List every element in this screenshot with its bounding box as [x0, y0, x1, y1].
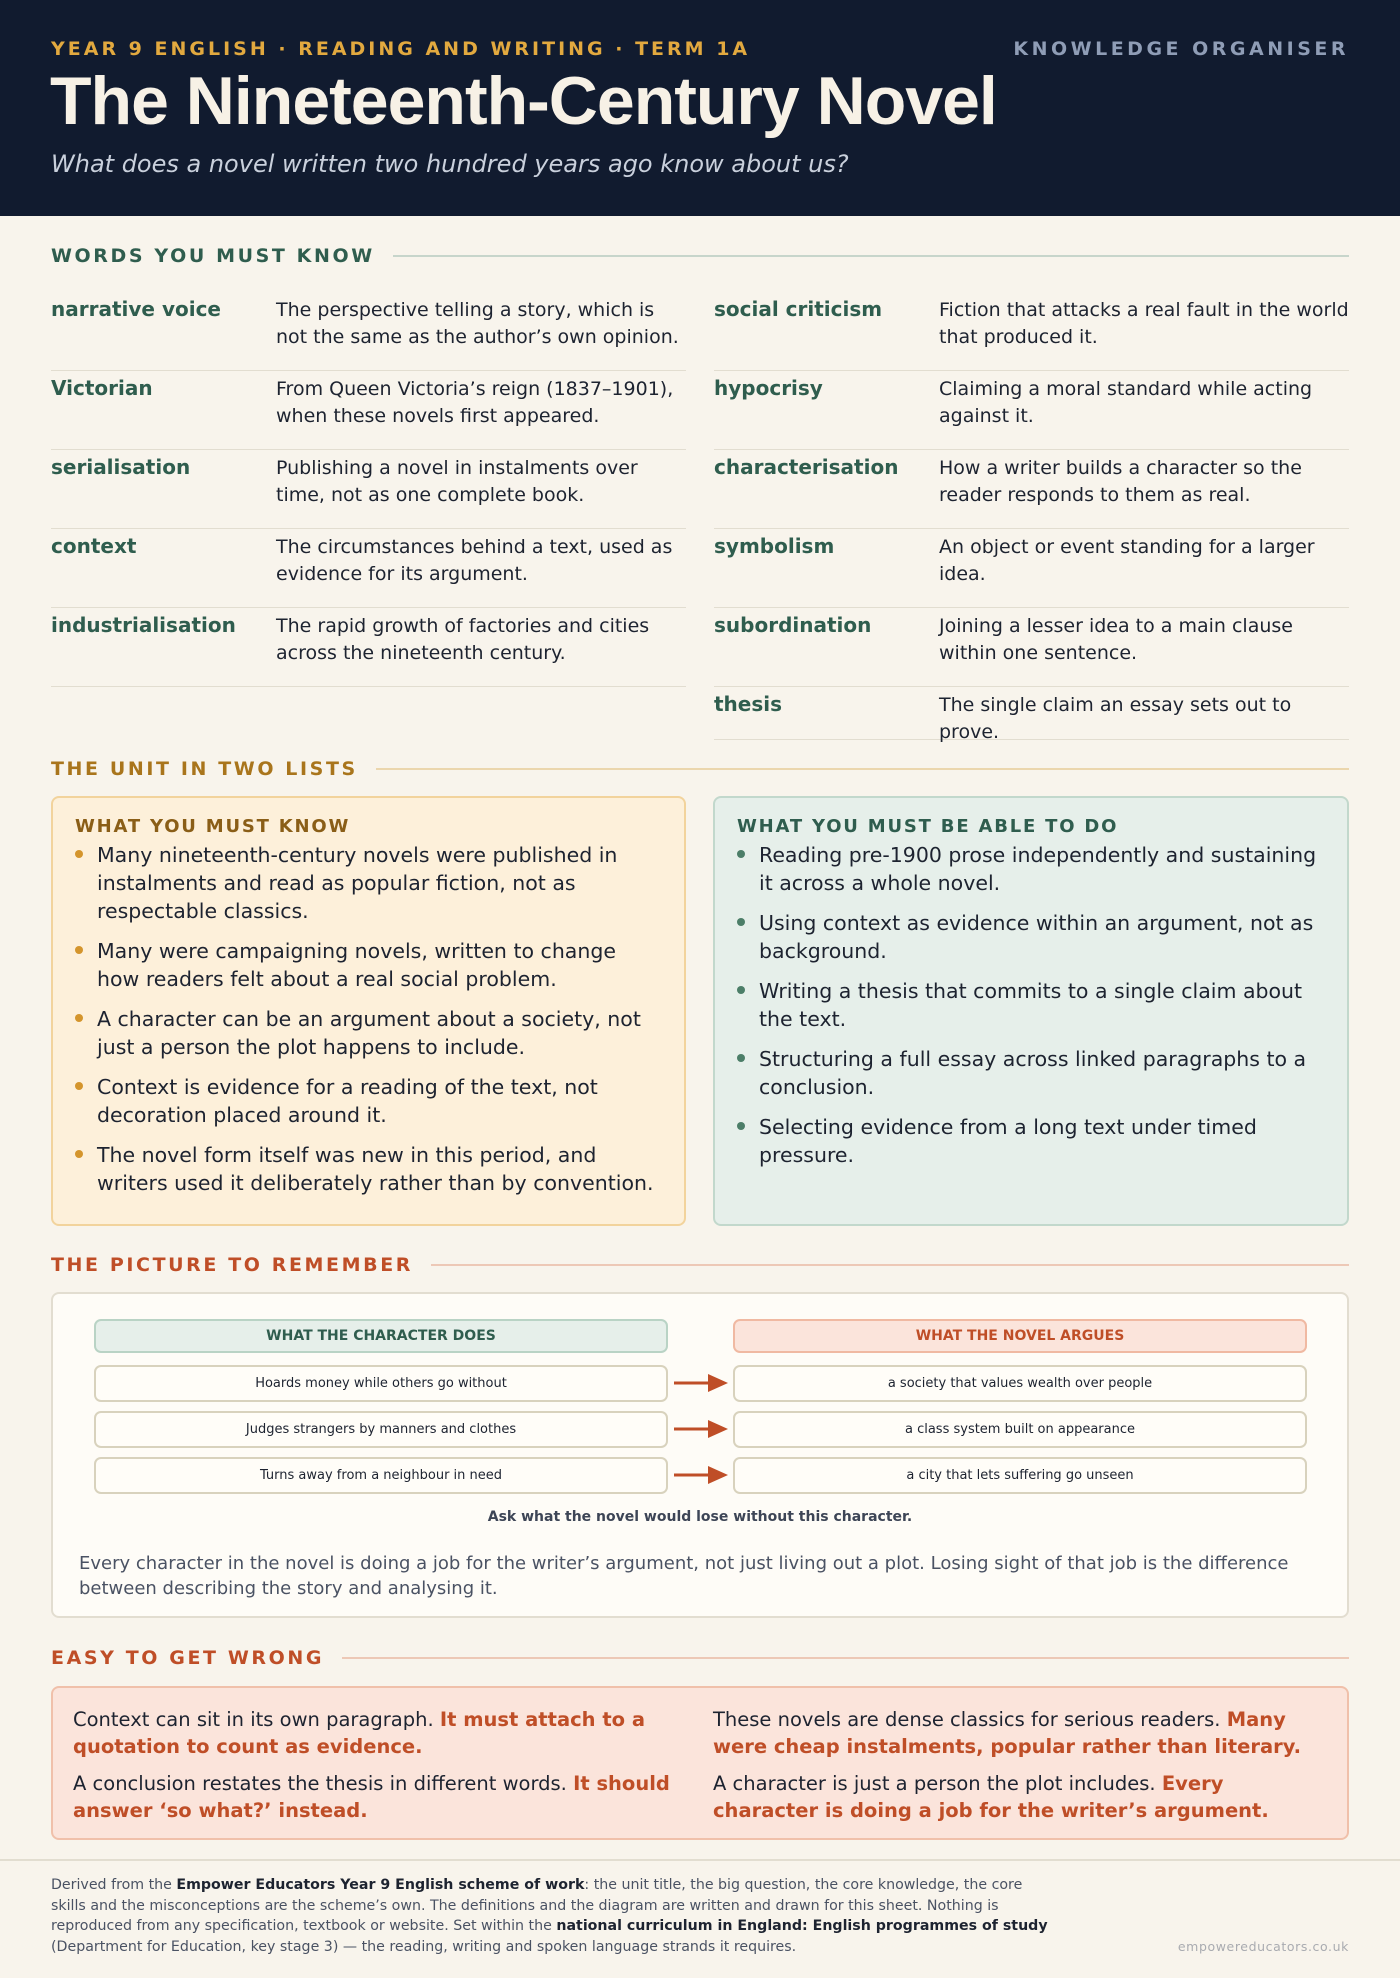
- glossary-definition: Fiction that attacks a real fault in the world that produced it.: [939, 299, 1349, 348]
- glossary-definition: How a writer builds a character so the reader responds to them as real.: [939, 457, 1302, 506]
- footer-divider: [0, 1859, 1400, 1861]
- glossary-term: subordination: [714, 613, 872, 637]
- bullet-icon: [737, 986, 745, 994]
- document-type-label: KNOWLEDGE ORGANISER: [1013, 38, 1349, 60]
- glossary-term: serialisation: [51, 455, 191, 479]
- glossary-row: [51, 292, 686, 371]
- bullet-icon: [737, 1122, 745, 1130]
- novel-argument-box: a society that values wealth over people: [733, 1365, 1307, 1402]
- list-item-text: Many were campaigning novels, written to change how readers felt about a real social problem.: [97, 939, 616, 991]
- correction-text: Many were cheap instalments, popular rather than literary.: [713, 1708, 1302, 1758]
- course-kicker: YEAR 9 ENGLISH · READING AND WRITING · TERM 1A: [51, 38, 751, 60]
- character-action-box: Turns away from a neighbour in need: [94, 1457, 668, 1494]
- source-note-text: Derived from the: [51, 1877, 177, 1893]
- diagram-right-heading: WHAT THE NOVEL ARGUES: [733, 1319, 1307, 1353]
- list-item-text: The novel form itself was new in this period, and writers used it deliberately rather than by convention.: [97, 1143, 654, 1195]
- scheme-of-work-name: Empower Educators Year 9 English scheme of work: [176, 1877, 585, 1893]
- glossary-definition: Joining a lesser idea to a main clause within one sentence.: [939, 615, 1293, 664]
- glossary-row: [714, 687, 1349, 743]
- glossary-definition: Claiming a moral standard while acting against it.: [939, 378, 1313, 427]
- glossary-row: [51, 371, 686, 450]
- header-banner: [0, 0, 1400, 216]
- bullet-icon: [75, 1014, 83, 1022]
- list-item: [737, 841, 1327, 897]
- glossary-definition: The single claim an essay sets out to prove.: [939, 694, 1292, 743]
- misconceptions-panel: [51, 1686, 1349, 1840]
- list-item: [737, 1045, 1327, 1101]
- page-title: The Nineteenth-Century Novel: [50, 63, 997, 139]
- misconception-item: [713, 1770, 1333, 1824]
- list-item-text: A character can be an argument about a society, not just a person the plot happens to include.: [97, 1007, 641, 1059]
- glossary-row: [51, 450, 686, 529]
- list-item: [75, 1073, 664, 1129]
- glossary-term: characterisation: [714, 455, 899, 479]
- bullet-icon: [737, 850, 745, 858]
- glossary-row: [51, 529, 686, 608]
- character-action-box: Judges strangers by manners and clothes: [94, 1411, 668, 1448]
- diagram-prompt: Ask what the novel would lose without this character.: [487, 1509, 913, 1525]
- bullet-icon: [75, 1082, 83, 1090]
- glossary-left-column: [51, 292, 686, 687]
- glossary-term: narrative voice: [51, 297, 221, 321]
- section-words-heading: [51, 242, 1349, 270]
- correction-text: Every character is doing a job for the writer’s argument.: [713, 1772, 1269, 1822]
- bullet-icon: [737, 1054, 745, 1062]
- list-item-text: Reading pre-1900 prose independently and sustaining it across a whole novel.: [759, 843, 1317, 895]
- glossary-row: [714, 608, 1349, 687]
- glossary-definition: An object or event standing for a larger idea.: [939, 536, 1315, 585]
- list-item-text: Writing a thesis that commits to a single claim about the text.: [759, 979, 1303, 1031]
- diagram-left-heading: WHAT THE CHARACTER DOES: [94, 1319, 668, 1353]
- glossary-right-column: [714, 292, 1349, 743]
- correction-text: It must attach to a quotation to count as evidence.: [73, 1708, 645, 1758]
- bullet-icon: [75, 1150, 83, 1158]
- panel-heading: WHAT YOU MUST BE ABLE TO DO: [737, 816, 1119, 837]
- glossary-definition: Publishing a novel in instalments over time, not as one complete book.: [276, 457, 638, 506]
- bullet-icon: [75, 946, 83, 954]
- list-item: [737, 1113, 1327, 1169]
- section-lists-heading: [51, 755, 1349, 783]
- glossary-row: [714, 371, 1349, 450]
- list-item-text: Selecting evidence from a long text under timed pressure.: [759, 1115, 1257, 1167]
- arrow-right-icon: [672, 1464, 730, 1486]
- character-action-box: Hoards money while others go without: [94, 1365, 668, 1402]
- bullet-icon: [737, 918, 745, 926]
- curriculum-name: national curriculum in England: English programmes of study: [556, 1918, 1048, 1934]
- misconception-item: [73, 1770, 673, 1824]
- must-know-panel: [51, 796, 686, 1226]
- novel-argument-box: a class system built on appearance: [733, 1411, 1307, 1448]
- misconception-text: A conclusion restates the thesis in different words.: [73, 1772, 567, 1795]
- glossary-term: hypocrisy: [714, 376, 823, 400]
- misconceptions-left-column: [73, 1706, 673, 1834]
- section-rule: [431, 1264, 1349, 1266]
- must-know-list: [75, 841, 664, 1197]
- list-item: [737, 909, 1327, 965]
- bullet-icon: [75, 850, 83, 858]
- section-rule: [393, 255, 1349, 257]
- arrow-right-icon: [672, 1418, 730, 1440]
- list-item: [737, 977, 1327, 1033]
- section-title: EASY TO GET WRONG: [51, 1647, 325, 1669]
- glossary-definition: The circumstances behind a text, used as evidence for its argument.: [276, 536, 673, 585]
- source-note-text: : the unit title, the big question, the core knowledge, the core skills and the misconceptions are the scheme’s own. The definitions and the diagram are written and drawn for this sheet. Nothing is reproduced from any specification, textbook or website. Set within the: [51, 1877, 1023, 1934]
- section-title: THE PICTURE TO REMEMBER: [51, 1254, 414, 1276]
- source-note: [51, 1875, 1051, 1957]
- section-rule: [342, 1657, 1349, 1659]
- glossary-term: thesis: [714, 692, 783, 716]
- glossary-row: [714, 529, 1349, 608]
- panel-heading: WHAT YOU MUST KNOW: [75, 816, 351, 837]
- glossary-term: social criticism: [714, 297, 883, 321]
- big-question: What does a novel written two hundred years ago know about us?: [51, 150, 849, 178]
- section-picture-heading: [51, 1251, 1349, 1279]
- list-item-text: Context is evidence for a reading of the text, not decoration placed around it.: [97, 1075, 598, 1127]
- misconception-item: [73, 1706, 673, 1760]
- glossary-definition: The rapid growth of factories and cities across the nineteenth century.: [276, 615, 650, 664]
- glossary-row: [714, 292, 1349, 371]
- source-note-text: (Department for Education, key stage 3) — the reading, writing and spoken language strands it requires.: [51, 1938, 797, 1955]
- list-item: [75, 937, 664, 993]
- glossary-row: [51, 608, 686, 687]
- glossary-term: context: [51, 534, 137, 558]
- novel-argument-box: a city that lets suffering go unseen: [733, 1457, 1307, 1494]
- misconceptions-right-column: [713, 1706, 1333, 1834]
- arrow-right-icon: [672, 1372, 730, 1394]
- able-to-do-list: [737, 841, 1327, 1169]
- list-item: [75, 841, 664, 925]
- section-title: WORDS YOU MUST KNOW: [51, 245, 375, 267]
- diagram-explanation: Every character in the novel is doing a job for the writer’s argument, not just living out a plot. Losing sight of that job is the difference between describing the story and analysing it.: [79, 1553, 1289, 1599]
- character-argument-diagram: [51, 1292, 1349, 1618]
- misconception-text: A character is just a person the plot includes.: [713, 1772, 1156, 1795]
- list-item: [75, 1141, 664, 1197]
- list-item: [75, 1005, 664, 1061]
- list-item-text: Structuring a full essay across linked paragraphs to a conclusion.: [759, 1047, 1307, 1099]
- section-rule: [376, 768, 1349, 770]
- misconception-item: [713, 1706, 1333, 1760]
- glossary-term: symbolism: [714, 534, 835, 558]
- list-item-text: Many nineteenth-century novels were published in instalments and read as popular fiction, not as respectable classics.: [97, 843, 618, 923]
- list-item-text: Using context as evidence within an argument, not as background.: [759, 911, 1314, 963]
- section-wrong-heading: [51, 1644, 1349, 1672]
- glossary-row: [714, 450, 1349, 529]
- glossary-definition: The perspective telling a story, which is not the same as the author’s own opinion.: [276, 299, 679, 348]
- able-to-do-panel: [713, 796, 1349, 1226]
- section-title: THE UNIT IN TWO LISTS: [51, 758, 358, 780]
- misconception-text: Context can sit in its own paragraph.: [73, 1708, 434, 1731]
- glossary-term: industrialisation: [51, 613, 236, 637]
- glossary-term: Victorian: [51, 376, 153, 400]
- glossary-definition: From Queen Victoria’s reign (1837–1901), when these novels first appeared.: [276, 378, 674, 427]
- correction-text: It should answer ‘so what?’ instead.: [73, 1772, 670, 1822]
- website-label: empowereducators.co.uk: [1177, 1939, 1349, 1954]
- misconception-text: These novels are dense classics for serious readers.: [713, 1708, 1221, 1731]
